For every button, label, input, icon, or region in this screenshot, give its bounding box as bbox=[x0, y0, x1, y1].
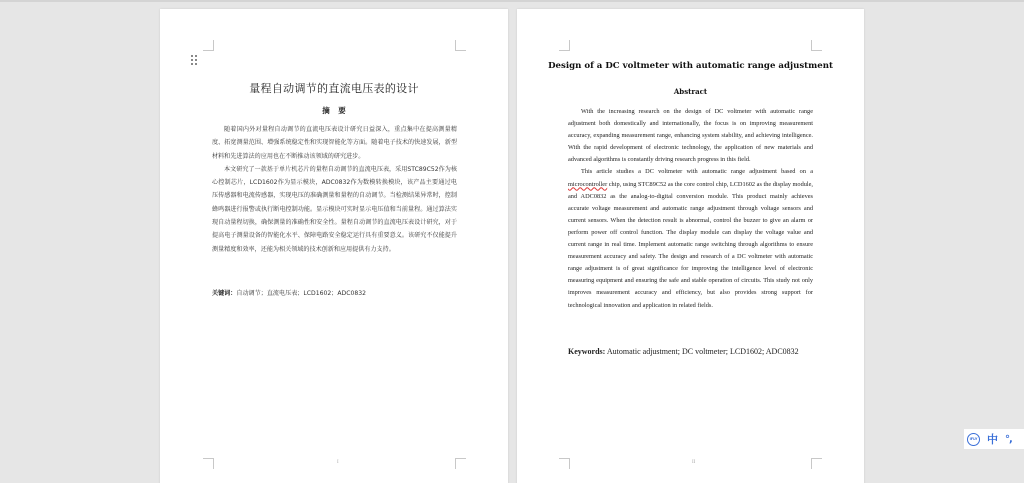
window-top-border bbox=[0, 0, 1024, 2]
page-title: Design of a DC voltmeter with automatic range adjustment bbox=[548, 61, 833, 71]
abstract-paragraph[interactable]: 随着国内外对量程自动调节的直流电压表设计研究日益深入，重点集中在提高测量精度、拓宽测量范围、增强系统稳定性和实现智能化等方面。随着电子技术的快速发展，新型材料和先进算法的应用也在不断推动该领域的研究进步。 bbox=[212, 126, 457, 160]
document-page-2[interactable] bbox=[517, 9, 864, 483]
abstract-heading: 摘 要 bbox=[322, 106, 346, 115]
margin-corner-top-left bbox=[559, 40, 570, 51]
ime-toolbar[interactable] bbox=[964, 429, 1024, 449]
abstract-body[interactable] bbox=[212, 123, 457, 256]
margin-corner-bottom-right bbox=[811, 458, 822, 469]
document-page-1[interactable] bbox=[160, 9, 508, 483]
ime-logo-icon[interactable]: iFLY bbox=[967, 433, 980, 446]
margin-corner-top-right bbox=[455, 40, 466, 51]
block-drag-handle-icon[interactable] bbox=[191, 55, 198, 66]
margin-corner-bottom-left bbox=[559, 458, 570, 469]
abstract-heading: Abstract bbox=[673, 87, 708, 96]
margin-corner-top-right bbox=[811, 40, 822, 51]
abstract-paragraph[interactable] bbox=[568, 166, 813, 311]
page-title: 量程自动调节的直流电压表的设计 bbox=[249, 82, 419, 95]
margin-corner-bottom-left bbox=[203, 458, 214, 469]
abstract-body[interactable] bbox=[568, 106, 813, 312]
keywords-label: 关键词： bbox=[212, 290, 237, 297]
keywords-value: 自动调节；直流电压表；LCD1602；ADC0832 bbox=[236, 290, 366, 297]
paragraph-text: This article studies a DC voltmeter with automatic range adjustment based on a bbox=[581, 168, 813, 176]
margin-corner-bottom-right bbox=[455, 458, 466, 469]
keywords-value: Automatic adjustment; DC voltmeter; LCD1602; ADC0832 bbox=[605, 347, 799, 356]
keywords-line[interactable] bbox=[568, 347, 818, 356]
keywords-line[interactable] bbox=[212, 288, 457, 297]
spellcheck-flagged-word[interactable]: microcontroller bbox=[568, 180, 608, 188]
margin-corner-top-left bbox=[203, 40, 214, 51]
abstract-paragraph[interactable]: 本文研究了一款基于单片机芯片的量程自动调节的直流电压表，采用STC89C52作为核心控制芯片，LCD1602作为显示模块，ADC0832作为数模转换模块，该产品主要通过电压传感器和电流传感器，实现电压的准确测量和量程的自动调节。当检测结果异常时，控制蜂鸣器进行报警或执行断电控制功能。显示模块可实时显示电压值和当前量程。通过算法实现自动量程切换，确保测量的准确性和安全性。量程自动调节的直流电压表设计研究，对于提高电子测量设备的智能化水平、保障电路安全稳定运行具有重要意义。该研究不仅能提升测量精度和效率，还能为相关领域的技术创新和应用提供有力支持。 bbox=[212, 165, 457, 253]
keywords-label: Keywords: bbox=[568, 347, 606, 356]
ime-punctuation-toggle[interactable]: °, bbox=[1005, 433, 1012, 445]
abstract-paragraph[interactable]: With the increasing research on the design of DC voltmeter with automatic range adjustment both domestically and internationally, the focus is on improving measurement accuracy, expanding measurement range, enhancing system stability, and achieving intelligence. With the rapid development of electronic technology, the application of new materials and advanced algorithms is constantly driving research progress in this field. bbox=[568, 108, 813, 164]
ime-language-toggle[interactable]: 中 bbox=[987, 433, 998, 446]
paragraph-text: chip, using STC89C52 as the core control chip, LCD1602 as the display module, and ADC0832 as the analog-to-digital conversion module. This product mainly achieves accurate voltage measurement and automatic range adjustment through voltage sensors and current sensors. When the detection result is abnormal, control the buzzer to give an alarm or perform power off control function. The display module can display the voltage value and current range in real time. Implement automatic range switching through algorithms to ensure measurement accuracy and safety. The design and research of a DC voltmeter with automatic range adjustment is of great significance for improving the intelligence level of electronic measuring equipment and ensuring the safe and stable operation of circuits. This study not only improves measurement accuracy and efficiency, but also provides strong support for technological innovation and application in related fields. bbox=[568, 180, 813, 309]
page-number: I bbox=[337, 460, 339, 465]
page-number: II bbox=[692, 460, 696, 465]
